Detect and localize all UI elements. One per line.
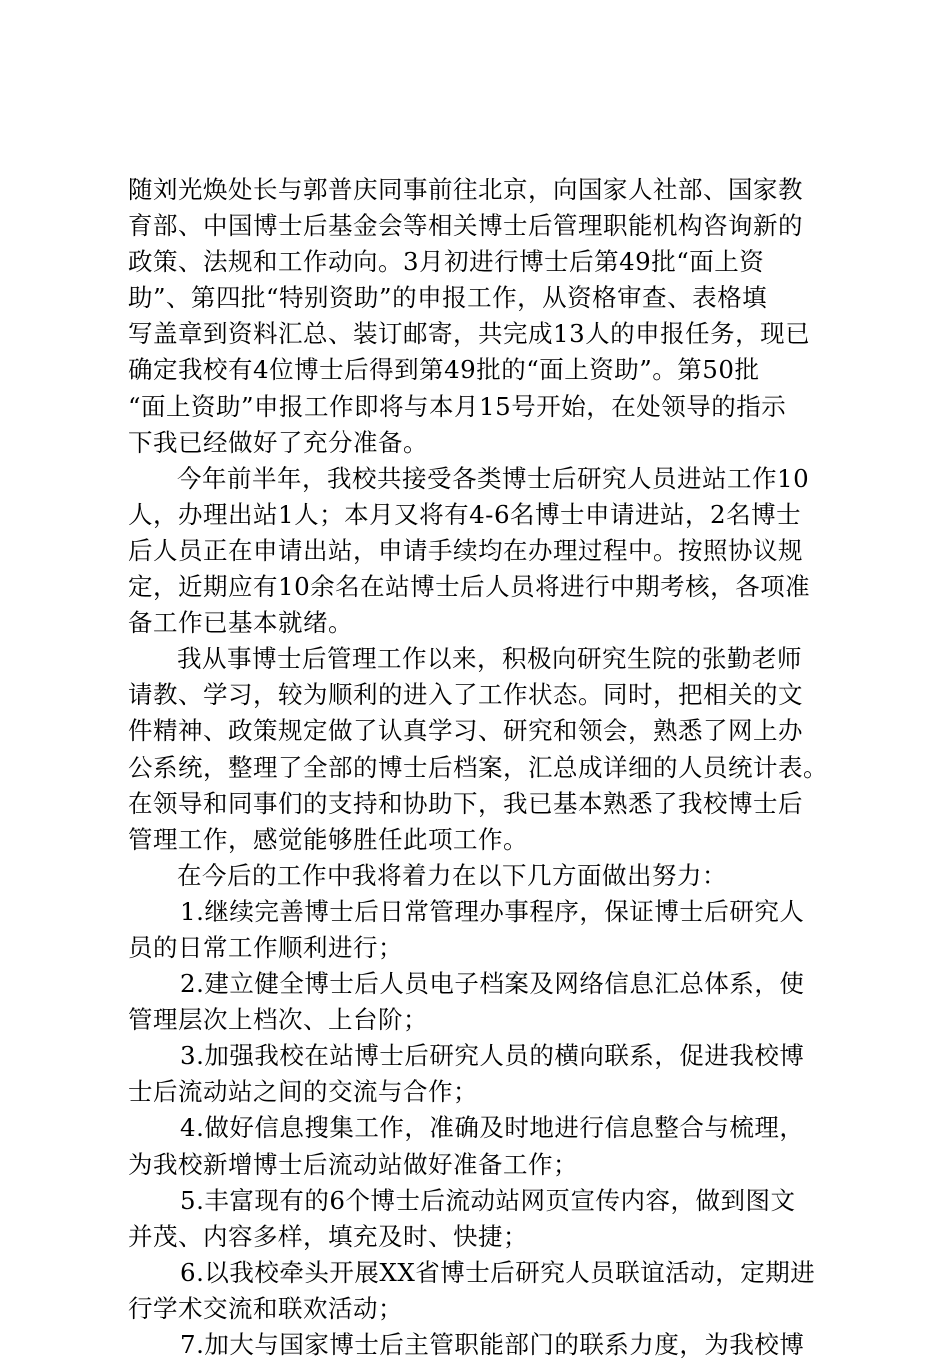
list-item-line: 2.建立健全博士后人员电子档案及网络信息汇总体系，使 — [180, 969, 805, 999]
text-line: 管理层次上档次、上台阶； — [128, 1005, 428, 1035]
text-line: 件精神、政策规定做了认真学习、研究和领会，熟悉了网上办 — [128, 716, 803, 746]
text-line: 写盖章到资料汇总、装订邮寄，共完成13人的申报任务，现已 — [128, 319, 811, 349]
list-item-line: 4.做好信息搜集工作，准确及时地进行信息整合与梳理， — [180, 1113, 805, 1143]
list-item-line: 6.以我校牵头开展XX省博士后研究人员联谊活动，定期进 — [180, 1257, 816, 1287]
text-line: 后人员正在申请出站，申请手续均在办理过程中。按照协议规 — [128, 535, 803, 565]
paragraph-start-line: 在今后的工作中我将着力在以下几方面做出努力： — [177, 860, 727, 890]
text-line: 公系统，整理了全部的博士后档案，汇总成详细的人员统计表。 — [128, 752, 828, 782]
text-line: 为我校新增博士后流动站做好准备工作； — [128, 1149, 578, 1179]
paragraph-start-line: 今年前半年，我校共接受各类博士后研究人员进站工作10 — [177, 463, 810, 493]
paragraph-start-line: 我从事博士后管理工作以来，积极向研究生院的张勤老师 — [177, 644, 802, 674]
list-item-line: 5.丰富现有的6个博士后流动站网页宣传内容，做到图文 — [180, 1185, 796, 1215]
text-line: 士后流动站之间的交流与合作； — [128, 1077, 478, 1107]
text-line: 人，办理出站1人；本月又将有4-6名博士申请进站，2名博士 — [128, 499, 802, 529]
text-line: 员的日常工作顺利进行； — [128, 932, 403, 962]
text-line: 下我已经做好了充分准备。 — [128, 427, 428, 457]
text-line: 请教、学习，较为顺利的进入了工作状态。同时，把相关的文 — [128, 680, 803, 710]
text-line: 随刘光焕处长与郭普庆同事前往北京，向国家人社部、国家教 — [128, 175, 803, 204]
text-line: 确定我校有4位博士后得到第49批的“面上资助”。第50批 — [128, 355, 760, 385]
list-item-line: 1.继续完善博士后日常管理办事程序，保证博士后研究人 — [180, 896, 805, 926]
text-line: 管理工作，感觉能够胜任此项工作。 — [128, 824, 528, 854]
text-line: 助”、第四批“特别资助”的申报工作，从资格审查、表格填 — [128, 283, 768, 313]
text-line: 育部、中国博士后基金会等相关博士后管理职能机构咨询新的 — [128, 211, 803, 241]
text-line: 行学术交流和联欢活动； — [128, 1293, 403, 1323]
document-body — [128, 172, 848, 1363]
text-line: “面上资助”申报工作即将与本月15号开始，在处领导的指示 — [128, 391, 787, 421]
text-line: 政策、法规和工作动向。3月初进行博士后第49批“面上资 — [128, 247, 765, 277]
text-line: 在领导和同事们的支持和协助下，我已基本熟悉了我校博士后 — [128, 788, 803, 818]
text-line: 定，近期应有10余名在站博士后人员将进行中期考核，各项准 — [128, 572, 811, 602]
text-line: 并茂、内容多样，填充及时、快捷； — [128, 1221, 528, 1251]
list-item-line: 3.加强我校在站博士后研究人员的横向联系，促进我校博 — [180, 1041, 805, 1071]
text-line: 备工作已基本就绪。 — [128, 608, 353, 638]
list-item-line: 7.加大与国家博士后主管职能部门的联系力度，为我校博 — [180, 1330, 805, 1359]
